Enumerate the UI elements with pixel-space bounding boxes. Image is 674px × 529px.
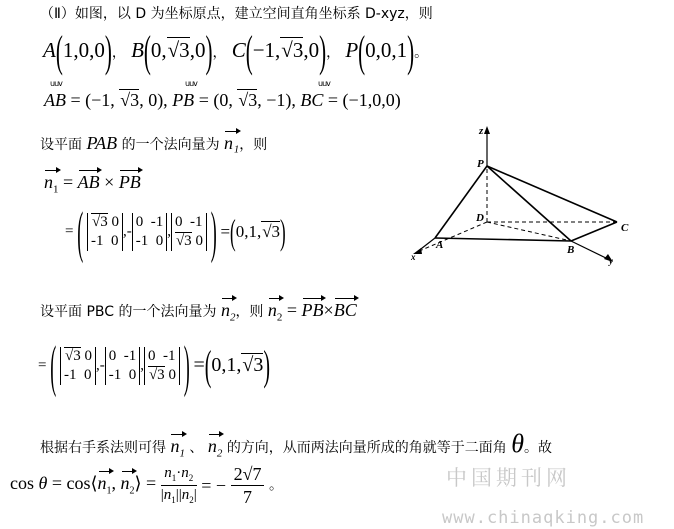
y-axis bbox=[571, 241, 610, 260]
ab-edge bbox=[435, 238, 571, 241]
db-edge bbox=[487, 222, 571, 241]
uuv-mark-pb: uuv bbox=[185, 79, 197, 88]
points-line: A(1,0,0)， B(0,√3,0)， C(−1,√3,0)， P(0,0,1)。 bbox=[43, 25, 429, 77]
uuv-mark-bc: uuv bbox=[318, 79, 330, 88]
n1-determinants: = ( √3 0 -1 0,-0 -1 -1 0,0 -1 √3 0 ) =(0,1,√3) bbox=[65, 200, 286, 264]
bc-edge bbox=[571, 222, 617, 241]
pb-edge bbox=[487, 166, 571, 241]
z-arrow bbox=[484, 126, 490, 134]
watermark-url: www.chinaqking.com bbox=[442, 508, 645, 528]
intro-text: （Ⅱ）如图，以 D 为坐标原点，建立空间直角坐标系 D-xyz，则 bbox=[40, 6, 433, 22]
n2-determinants: = ( √3 0 -1 0,-0 -1 -1 0,0 -1 √3 0 ) =(0,1,√3) bbox=[38, 334, 271, 398]
cos-formula: $\cos \theta = \cos⟨n_1$, $n_2⟩$ = $\frac{n_1\cdot n_2}{|n_1||n_2|}$ = − $\frac{2√7}{7}$ 。 bbox=[10, 464, 283, 507]
watermark-cn: 中国期刊网 bbox=[446, 466, 571, 490]
uuv-mark-ab: uuv bbox=[50, 79, 62, 88]
label-c: C bbox=[621, 222, 629, 234]
vectors-line: AB = (−1, √3, 0), PB = (0, √3, −1), BC = (−1,0,0) bbox=[44, 90, 401, 110]
label-d: D bbox=[476, 212, 484, 224]
conclusion-text: 根据右手系法则可得 $n_1$ 、 $n_2$ 的方向，从而两法向量所成的角就等于二面角 θ。故 bbox=[40, 429, 553, 460]
plane-pab-text: 设平面 PAB 的一个法向量为 n₁，则 bbox=[40, 133, 268, 153]
n1-formula: $n_1$ = AB × PB bbox=[44, 172, 141, 196]
pyramid-figure bbox=[405, 120, 650, 270]
x-axis bbox=[417, 222, 487, 252]
pc-edge bbox=[487, 166, 617, 222]
label-x: x bbox=[411, 252, 416, 262]
pa-edge bbox=[435, 166, 487, 238]
label-p: P bbox=[477, 158, 484, 170]
plane-pbc-text: 设平面 PBC 的一个法向量为 $n_2$，则 $n_2 = PB\times BC$ bbox=[40, 300, 357, 324]
label-y: y bbox=[609, 256, 613, 266]
label-b: B bbox=[567, 244, 575, 256]
label-z: z bbox=[479, 125, 484, 137]
label-a: A bbox=[436, 239, 444, 251]
